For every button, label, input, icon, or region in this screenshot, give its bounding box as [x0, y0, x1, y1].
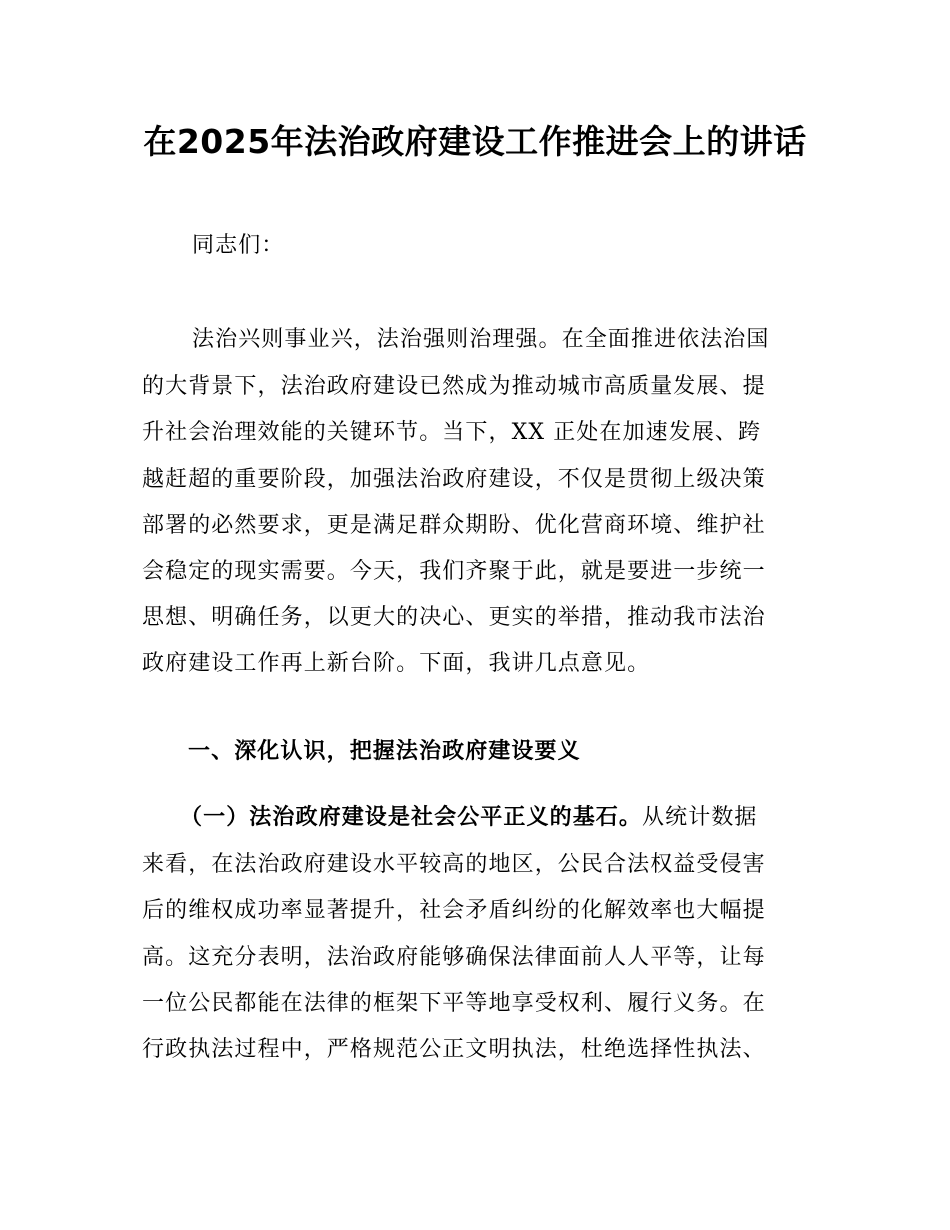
paragraph-line: 来看，在法治政府建设水平较高的地区，公民合法权益受侵害 — [142, 852, 766, 877]
paragraph-line — [180, 803, 758, 833]
paragraph-line: 越赶超的重要阶段，加强法治政府建设，不仅是贯彻上级决策 — [142, 467, 766, 492]
salutation: 同志们： — [192, 233, 285, 258]
subsection-heading: （一）法治政府建设是社会公平正义的基石。 — [180, 805, 643, 830]
paragraph-line: 思想、明确任务，以更大的决心、更实的举措，推动我市法治 — [142, 605, 766, 630]
paragraph-line: 法治兴则事业兴，法治强则治理强。在全面推进依法治国 — [192, 327, 770, 352]
paragraph-line: 行政执法过程中，严格规范公正文明执法，杜绝选择性执法、 — [142, 1037, 766, 1062]
paragraph-line: 一位公民都能在法律的框架下平等地享受权利、履行义务。在 — [142, 991, 766, 1016]
paragraph-line: 会稳定的现实需要。今天，我们齐聚于此，就是要进一步统一 — [142, 559, 766, 584]
section-heading: 一、深化认识，把握法治政府建设要义 — [188, 739, 581, 764]
paragraph-line: 部署的必然要求，更是满足群众期盼、优化营商环境、维护社 — [142, 513, 766, 538]
paragraph-line: 的大背景下，法治政府建设已然成为推动城市高质量发展、提 — [142, 374, 766, 399]
paragraph-line: 后的维权成功率显著提升，社会矛盾纠纷的化解效率也大幅提 — [142, 898, 766, 923]
paragraph-line: 政府建设工作再上新台阶。下面，我讲几点意见。 — [142, 651, 651, 676]
paragraph-line: 升社会治理效能的关键环节。当下，XX 正处在加速发展、跨 — [142, 420, 762, 445]
document-title: 在2025年法治政府建设工作推进会上的讲话 — [143, 122, 807, 161]
paragraph-line: 高。这充分表明，法治政府能够确保法律面前人人平等，让每 — [142, 945, 766, 970]
paragraph-text: 从统计数据 — [642, 805, 758, 830]
